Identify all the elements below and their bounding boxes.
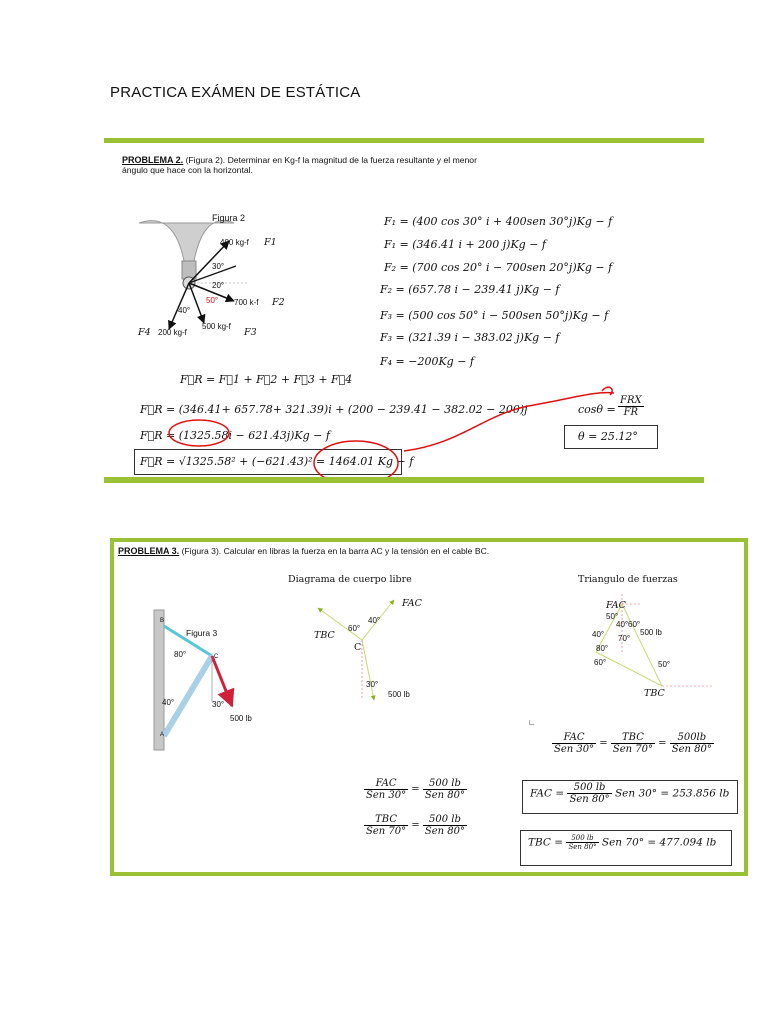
problem-2-label: PROBLEMA 2. xyxy=(122,155,184,165)
eqa-fac: FAC xyxy=(364,778,408,790)
fac-result xyxy=(530,782,729,805)
figure-3-title: Figura 3 xyxy=(186,628,218,638)
eq-tbc-ratio: $\frac{\text{TBC}}{\text{Sen 70°}}$ = $\frac{500 lb}{\text{Sen 80°}}$ xyxy=(366,814,465,837)
point-a: A xyxy=(160,732,165,738)
law-sen70: Sen 70° xyxy=(612,744,653,755)
f1-label: F1 xyxy=(264,237,277,248)
fbd-load-vector xyxy=(362,640,374,700)
tri-angle-50: 50° xyxy=(606,612,619,621)
tri-angle-60b: 60° xyxy=(594,658,607,667)
eq-f4: F₄ = −200Kg − f xyxy=(380,355,475,368)
circle-magnitude xyxy=(314,441,398,477)
eq-f3-components: F₃ = (500 cos 50° i − 500sen 50°j)Kg − f xyxy=(380,309,609,322)
angle-40-label: 40° xyxy=(178,306,191,315)
tri-angle-40: 40° xyxy=(616,620,629,629)
tbc-result-den: Sen 80° xyxy=(568,843,597,851)
eq-resultant-sum: F⃗R = F⃗1 + F⃗2 + F⃗3 + F⃗4 xyxy=(180,373,353,386)
problem-2-text-2: ángulo que hace con la horizontal. xyxy=(122,165,253,175)
point-b: B xyxy=(160,618,165,624)
red-annotations xyxy=(104,143,704,477)
fig3-load-label: 500 lb xyxy=(230,714,252,723)
problem-3-statement xyxy=(118,546,489,556)
triangle-title: Triangulo de fuerzas xyxy=(578,574,678,585)
law-sen80: Sen 80° xyxy=(671,744,712,755)
problem-2-panel xyxy=(104,138,704,483)
bar-ac xyxy=(164,656,212,736)
tri-mark: ∟ xyxy=(528,718,536,727)
tri-angle-70: 70° xyxy=(618,634,631,643)
tbc-result xyxy=(528,834,716,851)
eqb-tbc: TBC xyxy=(364,814,408,826)
tri-load-label: 500 lb xyxy=(640,628,662,637)
angle-50-label: 50° xyxy=(206,296,219,305)
cos-theta-left: cosθ = xyxy=(578,403,616,416)
wall xyxy=(154,610,164,750)
law-fac: FAC xyxy=(552,732,596,744)
fbd-point-c: C xyxy=(354,642,362,653)
fac-result-left: FAC = xyxy=(530,787,565,800)
tri-angle-60a: 60° xyxy=(628,620,641,629)
eq-resultant-components: F⃗R = (346.41+ 657.78+ 321.39)i + (200 − 239.41 − 382.02 − 200)j xyxy=(140,403,528,416)
eq-f1-components: F₁ = (400 cos 30° i + 400sen 30°j)Kg − f xyxy=(384,215,613,228)
point-c: C xyxy=(214,654,219,660)
fbd-title: Diagrama de cuerpo libre xyxy=(288,574,412,585)
fbd-angle-30: 30° xyxy=(366,680,379,689)
law-500: 500lb xyxy=(670,732,714,744)
tbc-result-num: 500 lb xyxy=(566,834,598,843)
tri-angle-40b: 40° xyxy=(592,630,605,639)
red-hook xyxy=(602,387,612,395)
law-tbc: TBC xyxy=(611,732,655,744)
cos-denominator: FR xyxy=(623,407,639,418)
eq-resultant-magnitude: F⃗R = √1325.58² + (−621.43)² = 1464.01 Kg − f xyxy=(140,455,414,468)
fbd-angle-60: 60° xyxy=(348,624,361,633)
eq-f2-components: F₂ = (700 cos 20° i − 700sen 20°j)Kg − f xyxy=(384,261,613,274)
eqa-sen80: Sen 80° xyxy=(424,790,465,801)
eq-fac-ratio: $\frac{\text{FAC}}{\text{Sen 30°}}$ = $\frac{500 lb}{\text{Sen 80°}}$ xyxy=(366,778,465,801)
tri-fac-label: FAC xyxy=(606,600,626,611)
theta-result: θ = 25.12° xyxy=(578,430,638,443)
f3-magnitude: 500 kg-f xyxy=(202,322,231,331)
tri-tbc-label: TBC xyxy=(644,688,665,699)
fig3-angle-40: 40° xyxy=(162,698,175,707)
eq-f2-values: F₂ = (657.78 i − 239.41 j)Kg − f xyxy=(380,283,560,296)
fbd-fac-label: FAC xyxy=(402,598,422,609)
tbc-result-left: TBC = xyxy=(528,836,564,849)
problem-3-label: PROBLEMA 3. xyxy=(118,546,180,556)
angle-20-label: 20° xyxy=(212,281,225,290)
tri-angle-50b: 50° xyxy=(658,660,671,669)
cos-numerator: FRX xyxy=(620,395,642,406)
fac-result-den: Sen 80° xyxy=(569,794,610,805)
eqb-sen70: Sen 70° xyxy=(366,826,407,837)
page-title: PRACTICA EXÁMEN DE ESTÁTICA xyxy=(110,84,361,101)
eqb-sen80: Sen 80° xyxy=(424,826,465,837)
problem-3-text: (Figura 3). Calcular en libras la fuerza en la barra AC y la tensión en el cable BC. xyxy=(181,546,490,556)
eq-f3-values: F₃ = (321.39 i − 383.02 j)Kg − f xyxy=(380,331,560,344)
problem-2-text-1: (Figura 2). Determinar en Kg-f la magnitud de la fuerza resultante y el menor xyxy=(185,155,477,165)
law-of-sines: $\frac{\text{FAC}}{\text{Sen 30°}}$ = $\frac{\text{TBC}}{\text{Sen 70°}}$ = $\frac{500lb}{\text{Sen 80°}}$ xyxy=(554,732,712,755)
problem-3-panel xyxy=(110,538,748,876)
eqb-500: 500 lb xyxy=(423,814,467,826)
tbc-result-right: Sen 70° = 477.094 lb xyxy=(601,836,717,849)
eqa-sen30: Sen 30° xyxy=(366,790,407,801)
f4-magnitude: 200 kg-f xyxy=(158,328,187,337)
f4-label: F4 xyxy=(138,327,151,338)
f1-magnitude: 400 kg-f xyxy=(220,238,249,247)
fbd-tbc-label: TBC xyxy=(314,630,335,641)
eqa-500: 500 lb xyxy=(423,778,467,790)
eq-resultant-vector: F⃗R = (1325.58i − 621.43j)Kg − f xyxy=(140,429,330,442)
angle-30-label: 30° xyxy=(212,262,225,271)
law-sen30: Sen 30° xyxy=(554,744,595,755)
eq-f1-values: F₁ = (346.41 i + 200 j)Kg − f xyxy=(384,238,546,251)
f2-magnitude: 700 k-f xyxy=(234,298,259,307)
f2-label: F2 xyxy=(272,297,285,308)
tri-side-load xyxy=(622,604,662,686)
fbd-angle-40: 40° xyxy=(368,616,381,625)
figure-2-title: Figura 2 xyxy=(212,213,246,223)
fac-result-right: Sen 30° = 253.856 lb xyxy=(614,787,730,800)
fac-result-num: 500 lb xyxy=(567,782,611,794)
fig3-angle-30: 30° xyxy=(212,700,225,709)
load-500lb xyxy=(212,656,232,706)
fbd-load-label: 500 lb xyxy=(388,690,410,699)
tri-angle-80: 80° xyxy=(596,644,609,653)
circle-x-component xyxy=(169,420,229,446)
fig3-angle-80: 80° xyxy=(174,650,187,659)
red-connector-line xyxy=(404,393,614,451)
f3-label: F3 xyxy=(244,327,257,338)
